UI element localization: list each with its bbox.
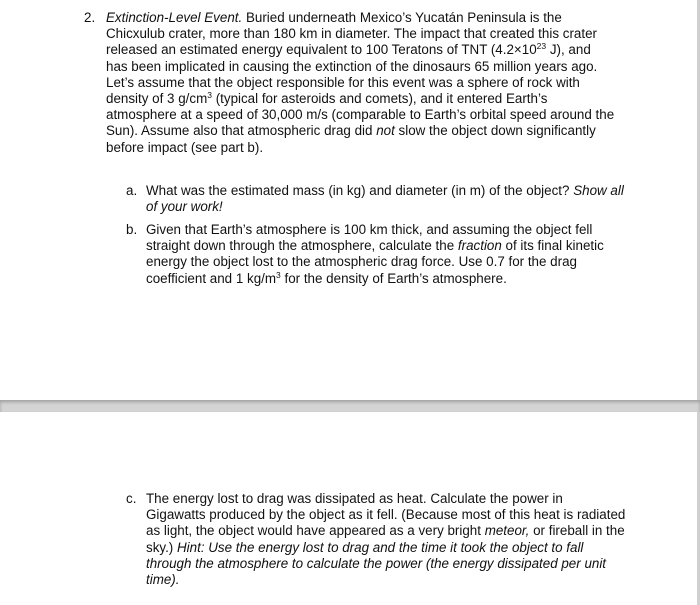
part-a-question: What was the estimated mass (in kg) and diameter (in m) of the object? [146,183,574,198]
problem-number: 2. [84,10,96,25]
part-b [126,222,626,287]
part-c-text2: or fireball in the sky.) [146,523,625,555]
air-density-exponent: 3 [276,269,281,280]
part-a-text [146,183,626,215]
density-exponent: 3 [207,90,212,101]
problem-intro-end: slow the object down significantly before impact (see part b). [106,123,596,155]
not-emphasis: not [376,123,395,139]
problem-statement [106,10,616,156]
part-c-text [146,491,626,588]
part-c [126,491,626,588]
problem-intro: Buried underneath Mexico’s Yucatán Peninsula is the Chicxulub crater, more than 180 km in diameter. The impact that created this crater released an estimated energy equivalent to 100 Teratons of TNT (4.2×10 [106,10,597,58]
problem-intro-cont2: (typical for asteroids and comets), and it entered Earth’s atmosphere at a speed of 30,000 m/s (comparable to Earth’s orbital speed around the Sun). Assume also that atmospheric drag did [106,91,615,139]
part-b-letter: b. [126,222,138,237]
problem-intro-cont: J), and has been implicated in causing the extinction of the dinosaurs 65 million years ago. Let’s assume that the object responsible for this event was a sphere of rock with density of 3 g/cm [106,42,598,107]
page-separator [0,400,700,412]
fraction-emphasis: fraction [457,238,502,254]
energy-exponent: 23 [536,41,547,52]
part-b-text2: of its final kinetic energy the object lost to the atmospheric drag force. Use 0.7 for the drag coefficient and 1 kg/m [146,238,604,286]
problem-title: Extinction-Level Event. [106,10,243,25]
part-b-text1: Given that Earth’s atmosphere is 100 km thick, and assuming the object fell straight down through the atmosphere, calculate the [146,222,593,254]
part-a [126,183,626,215]
part-a-emphasis: Show all of your work! [146,183,624,215]
part-a-letter: a. [126,183,138,198]
part-c-letter: c. [126,491,137,506]
part-c-text1: The energy lost to drag was dissipated as heat. Calculate the power in Gigawatts produced by the object as it fell. (Because most of this heat is radiated as light, the object would have appeared as a very bright [146,491,626,539]
part-b-text3: for the density of Earth’s atmosphere. [280,270,507,286]
part-c-hint: Hint: Use the energy lost to drag and the time it took the object to fall through the atmosphere to calculate the power (the energy dissipated per unit time). [146,539,607,588]
meteor-emphasis: meteor, [484,523,530,539]
part-b-text [146,222,626,287]
problem-2 [84,10,616,156]
